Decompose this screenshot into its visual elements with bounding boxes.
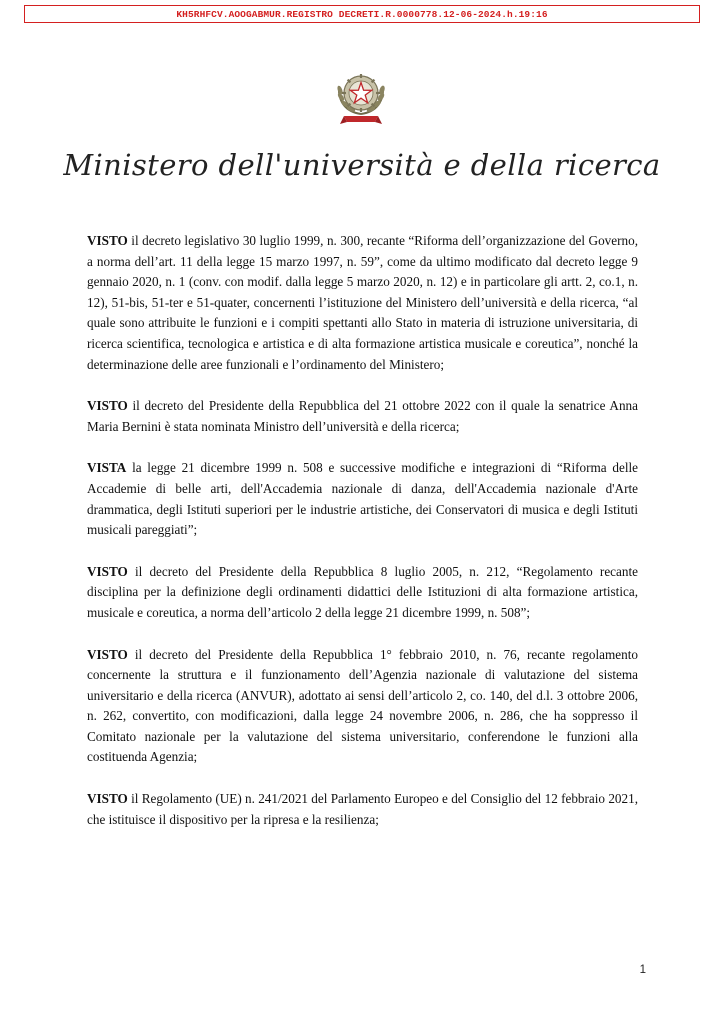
- preamble-paragraph: [87, 458, 638, 540]
- preamble-paragraph: [87, 562, 638, 624]
- paragraph-text: il decreto legislativo 30 luglio 1999, n. 300, recante “Riforma dell’organizzazione del Governo, a norma dell’art. 11 della legge 15 marzo 1997, n. 59”, come da ultimo modificato dal decreto legge 9 gennaio 2020, n. 1 (conv. con modif. dalla legge 5 marzo 2020, n. 12) e in particolare gli artt. 2, co.1, n. 12), 51-bis, 51-ter e 51-quater, concernenti l’istituzione del Ministero dell’università e della ricerca, “al quale sono attribuite le funzioni e i compiti spettanti allo Stato in materia di istruzione universitaria, di ricerca scientifica, tecnologica e artistica e di alta formazione artistica musicale e coreutica”, nonché la determinazione delle aree funzionali e l’ordinamento del Ministero;: [87, 233, 638, 372]
- page-number: 1: [639, 964, 646, 976]
- paragraph-keyword: VISTO: [87, 646, 128, 662]
- preamble-paragraph: [87, 789, 638, 830]
- preamble-paragraph: [87, 645, 638, 769]
- paragraph-text: il decreto del Presidente della Repubblica del 21 ottobre 2022 con il quale la senatrice Anna Maria Bernini è stata nominata Ministro dell’università e della ricerca;: [87, 398, 638, 434]
- preamble-paragraph: [87, 231, 638, 375]
- preamble-paragraph: [87, 396, 638, 437]
- protocol-stamp: KH5RHFCV.AOOGABMUR.REGISTRO DECRETI.R.0000778.12-06-2024.h.19:16: [24, 5, 700, 23]
- ministry-title: Ministero dell'università e della ricerca: [63, 148, 661, 182]
- paragraph-text: la legge 21 dicembre 1999 n. 508 e successive modifiche e integrazioni di “Riforma delle Accademie di belle arti, dell'Accademia nazionale di danza, dell'Accademia nazionale d'Arte drammatica, degli Istituti superiori per le industrie artistiche, dei Conservatori di musica e degli Istituti musicali pareggiati”;: [87, 460, 638, 538]
- paragraph-keyword: VISTO: [87, 233, 128, 248]
- paragraph-keyword: VISTO: [87, 563, 128, 579]
- paragraph-keyword: VISTA: [87, 460, 127, 476]
- paragraph-keyword: VISTO: [87, 398, 128, 414]
- paragraph-text: il decreto del Presidente della Repubblica 1° febbraio 2010, n. 76, recante regolamento concernente la struttura e il funzionamento dell’Agenzia nazionale di valutazione del sistema universitario e della ricerca (ANVUR), adottato ai sensi dell’articolo 2, co. 140, del d.l. 3 ottobre 2006, n. 262, convertito, con modificazioni, dalla legge 24 novembre 2006, n. 286, che ha soppresso il Comitato nazionale per la valutazione del sistema universitario, conferendone le funzioni alla costituenda Agenzia;: [87, 646, 638, 765]
- italian-republic-emblem-icon: [332, 66, 390, 128]
- paragraph-text: il decreto del Presidente della Repubblica 8 luglio 2005, n. 212, “Regolamento recante disciplina per la definizione degli ordinamenti didattici delle Istituzioni di alta formazione artistica, musicale e coreutica, a norma dell’articolo 2 della legge 21 dicembre 1999, n. 508”;: [87, 563, 638, 620]
- paragraph-text: il Regolamento (UE) n. 241/2021 del Parlamento Europeo e del Consiglio del 12 febbraio 2021, che istituisce il dispositivo per la ripresa e la resilienza;: [87, 791, 638, 827]
- paragraph-keyword: VISTO: [87, 791, 128, 807]
- decree-body: [87, 231, 638, 851]
